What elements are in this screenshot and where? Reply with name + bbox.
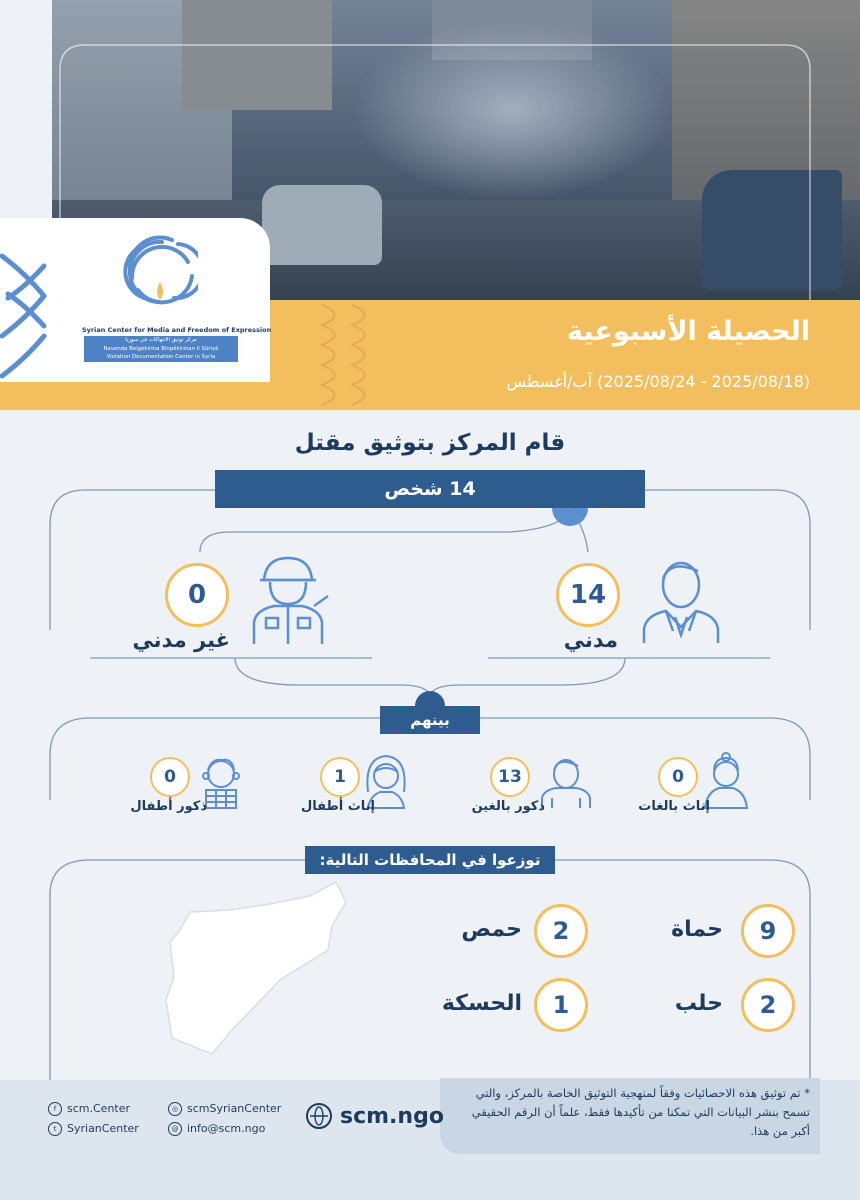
email-icon: @ (168, 1122, 182, 1136)
email-link[interactable] (168, 1122, 265, 1136)
website-link[interactable]: scm.ngo (340, 1104, 444, 1129)
syria-map-icon (160, 880, 350, 1058)
adult-female-label: إناث بالغات (638, 799, 710, 814)
brand-name-en: Syrian Center for Media and Freedom of Expression (82, 326, 272, 334)
non-civilian-label: غير مدني (132, 628, 230, 652)
email-address: info@scm.ngo (187, 1122, 266, 1135)
twitter-icon: t (48, 1122, 62, 1136)
among-title: بينهم (380, 706, 480, 734)
summary-heading: قام المركز بتوثيق مقتل (294, 430, 566, 456)
facebook-link[interactable] (48, 1102, 130, 1116)
date-range: (2025/08/18 - 2025/08/24) آب/أغسطس (506, 372, 810, 391)
gov-homs-count: 2 (534, 904, 588, 958)
methodology-note: * تم توثيق هذه الاحصائيات وفقاً لمنهجية التوثيق الخاصة بالمركز، والتي تسمح بنشر البيانات التي تمكنا من تأكيدها فقط، علماً أن الرقم الحقيقي أكبر من هذا. (440, 1078, 820, 1154)
brand-subtitle (84, 336, 238, 362)
brand-name-ku: Navenda Belgekirina Binpêkirinan li Sûriyê (103, 345, 219, 352)
twitter-handle: SyrianCenter (67, 1122, 139, 1135)
brand-name-en2: Violation Documentation Center in Syria (106, 354, 216, 360)
gov-aleppo-name: حلب (674, 991, 723, 1016)
instagram-handle: scmSyrianCenter (187, 1102, 282, 1115)
total-killed-bar: 14 شخص (215, 470, 645, 508)
girl-count: 1 (320, 757, 360, 797)
instagram-icon: ◎ (168, 1102, 182, 1116)
adult-female-count: 0 (658, 757, 698, 797)
soldier-icon (248, 552, 332, 646)
gov-aleppo-count: 2 (741, 978, 795, 1032)
civilian-count: 14 (556, 563, 620, 627)
civilian-man-icon (640, 555, 722, 645)
gov-hasakah-count: 1 (534, 978, 588, 1032)
adult-male-icon (540, 752, 592, 810)
instagram-link[interactable] (168, 1102, 281, 1116)
girl-label: إناث أطفال (300, 799, 375, 814)
band-pattern (312, 300, 382, 410)
facebook-handle: scm.Center (67, 1102, 131, 1115)
gov-hama-count: 9 (741, 904, 795, 958)
brand-name-ar: مركز توثيق الانتهاكات في سوريا (125, 337, 197, 343)
non-civilian-count: 0 (165, 563, 229, 627)
civilian-label: مدني (563, 628, 618, 652)
gov-hasakah-name: الحسكة (441, 991, 522, 1016)
logo-icon (122, 232, 198, 308)
facebook-icon: f (48, 1102, 62, 1116)
globe-icon (306, 1103, 332, 1129)
logo-side-mark (0, 236, 52, 386)
adult-male-label: ذكور بالغين (471, 799, 545, 814)
gov-hama-name: حماة (671, 917, 723, 942)
twitter-link[interactable] (48, 1122, 139, 1136)
boy-count: 0 (150, 757, 190, 797)
page-title: الحصيلة الأسبوعية (567, 316, 810, 347)
gov-homs-name: حمص (461, 917, 522, 942)
adult-male-count: 13 (490, 757, 530, 797)
boy-label: ذكور أطفال (130, 799, 207, 814)
governorates-title: توزعوا في المحافظات التالية: (305, 846, 555, 874)
